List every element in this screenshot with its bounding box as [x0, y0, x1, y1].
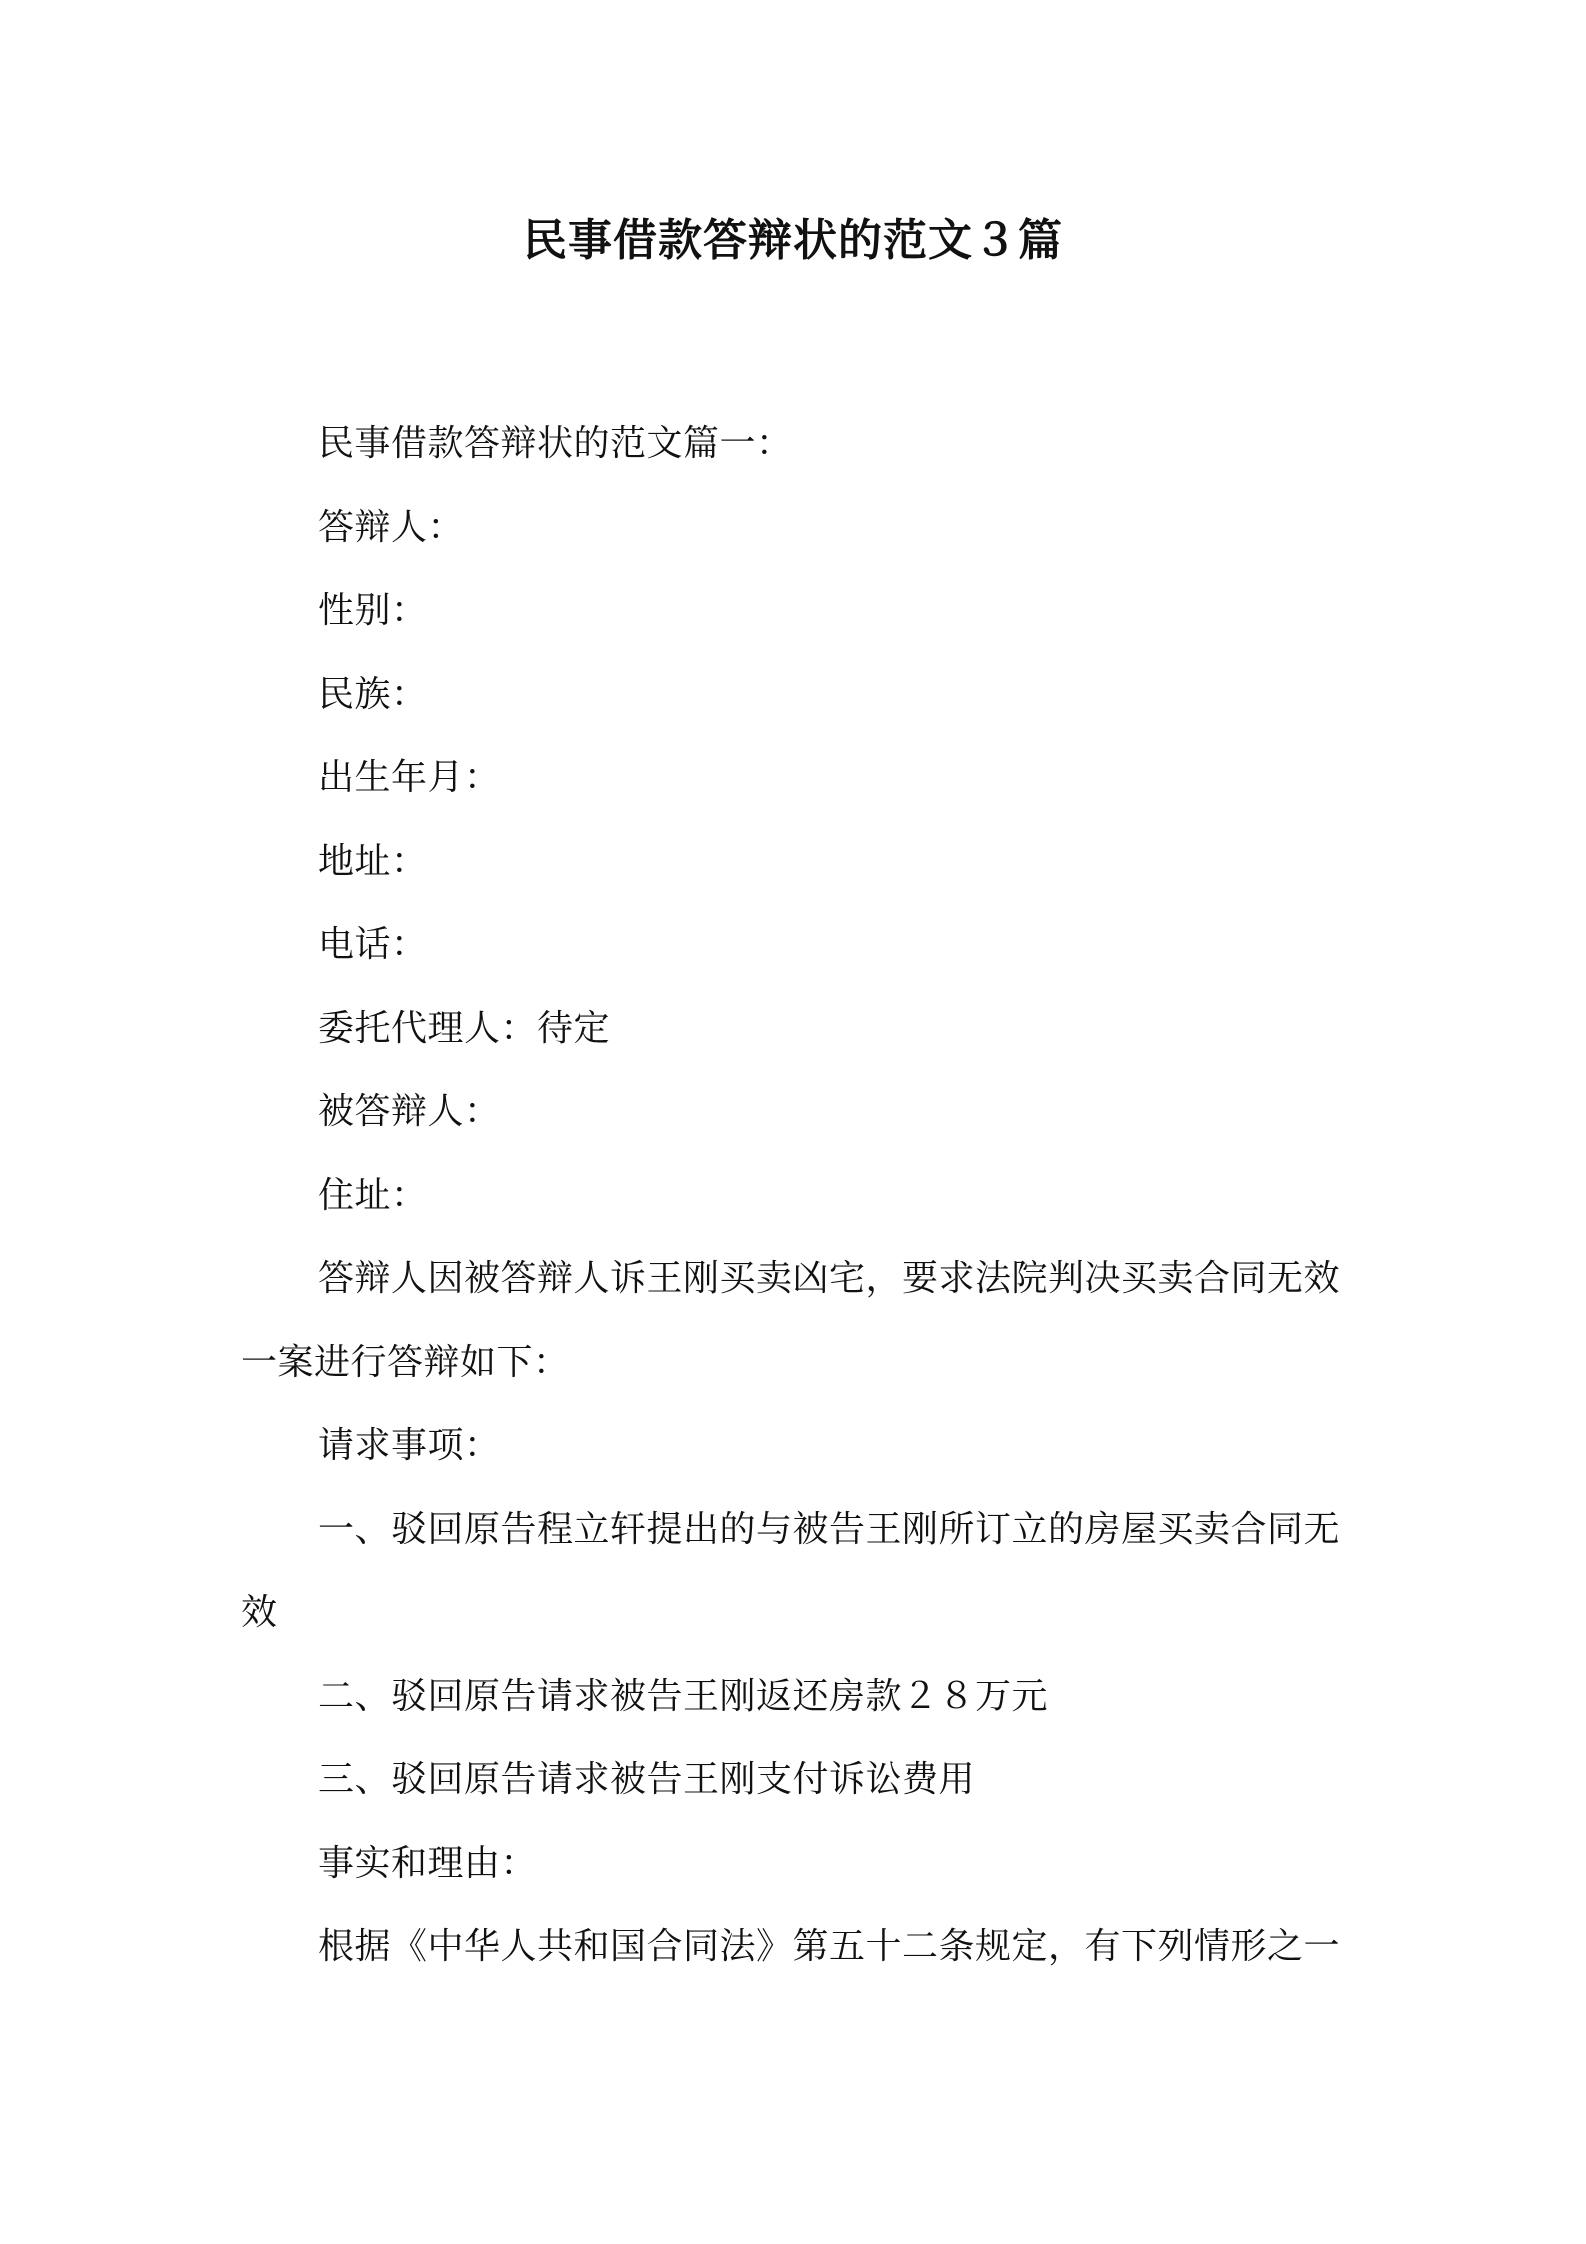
address-field: 地址： — [318, 840, 428, 882]
residence-field: 住址： — [318, 1174, 428, 1216]
opposing-party-field: 被答辩人： — [318, 1091, 501, 1132]
gender-field: 性别： — [318, 590, 428, 631]
claims-heading: 请求事项： — [318, 1425, 501, 1466]
claim-item-2: 二、驳回原告请求被告王刚返还房款２８万元 — [318, 1675, 1049, 1717]
respondent-field: 答辩人： — [318, 506, 465, 548]
claim-item-3: 三、驳回原告请求被告王刚支付诉讼费用 — [318, 1759, 976, 1800]
case-statement-paragraph: 答辩人因被答辩人诉王刚买卖凶宅，要求法院判决买卖合同无效一案进行答辩如下： — [241, 1258, 1341, 1383]
ethnicity-field: 民族： — [318, 673, 428, 715]
document-title: 民事借款答辩状的范文３篇 — [523, 215, 1063, 266]
legal-basis-paragraph: 根据《中华人共和国合同法》第五十二条规定，有下列情形之一 — [318, 1926, 1341, 1967]
agent-field: 委托代理人：待定 — [318, 1007, 611, 1049]
section-heading: 民事借款答辩状的范文篇一： — [318, 423, 793, 464]
birth-date-field: 出生年月： — [318, 757, 501, 798]
phone-field: 电话： — [318, 924, 428, 965]
facts-heading: 事实和理由： — [318, 1842, 538, 1884]
document-body — [241, 402, 1361, 1989]
claim-item-1: 一、驳回原告程立轩提出的与被告王刚所订立的房屋买卖合同无效 — [241, 1508, 1341, 1633]
